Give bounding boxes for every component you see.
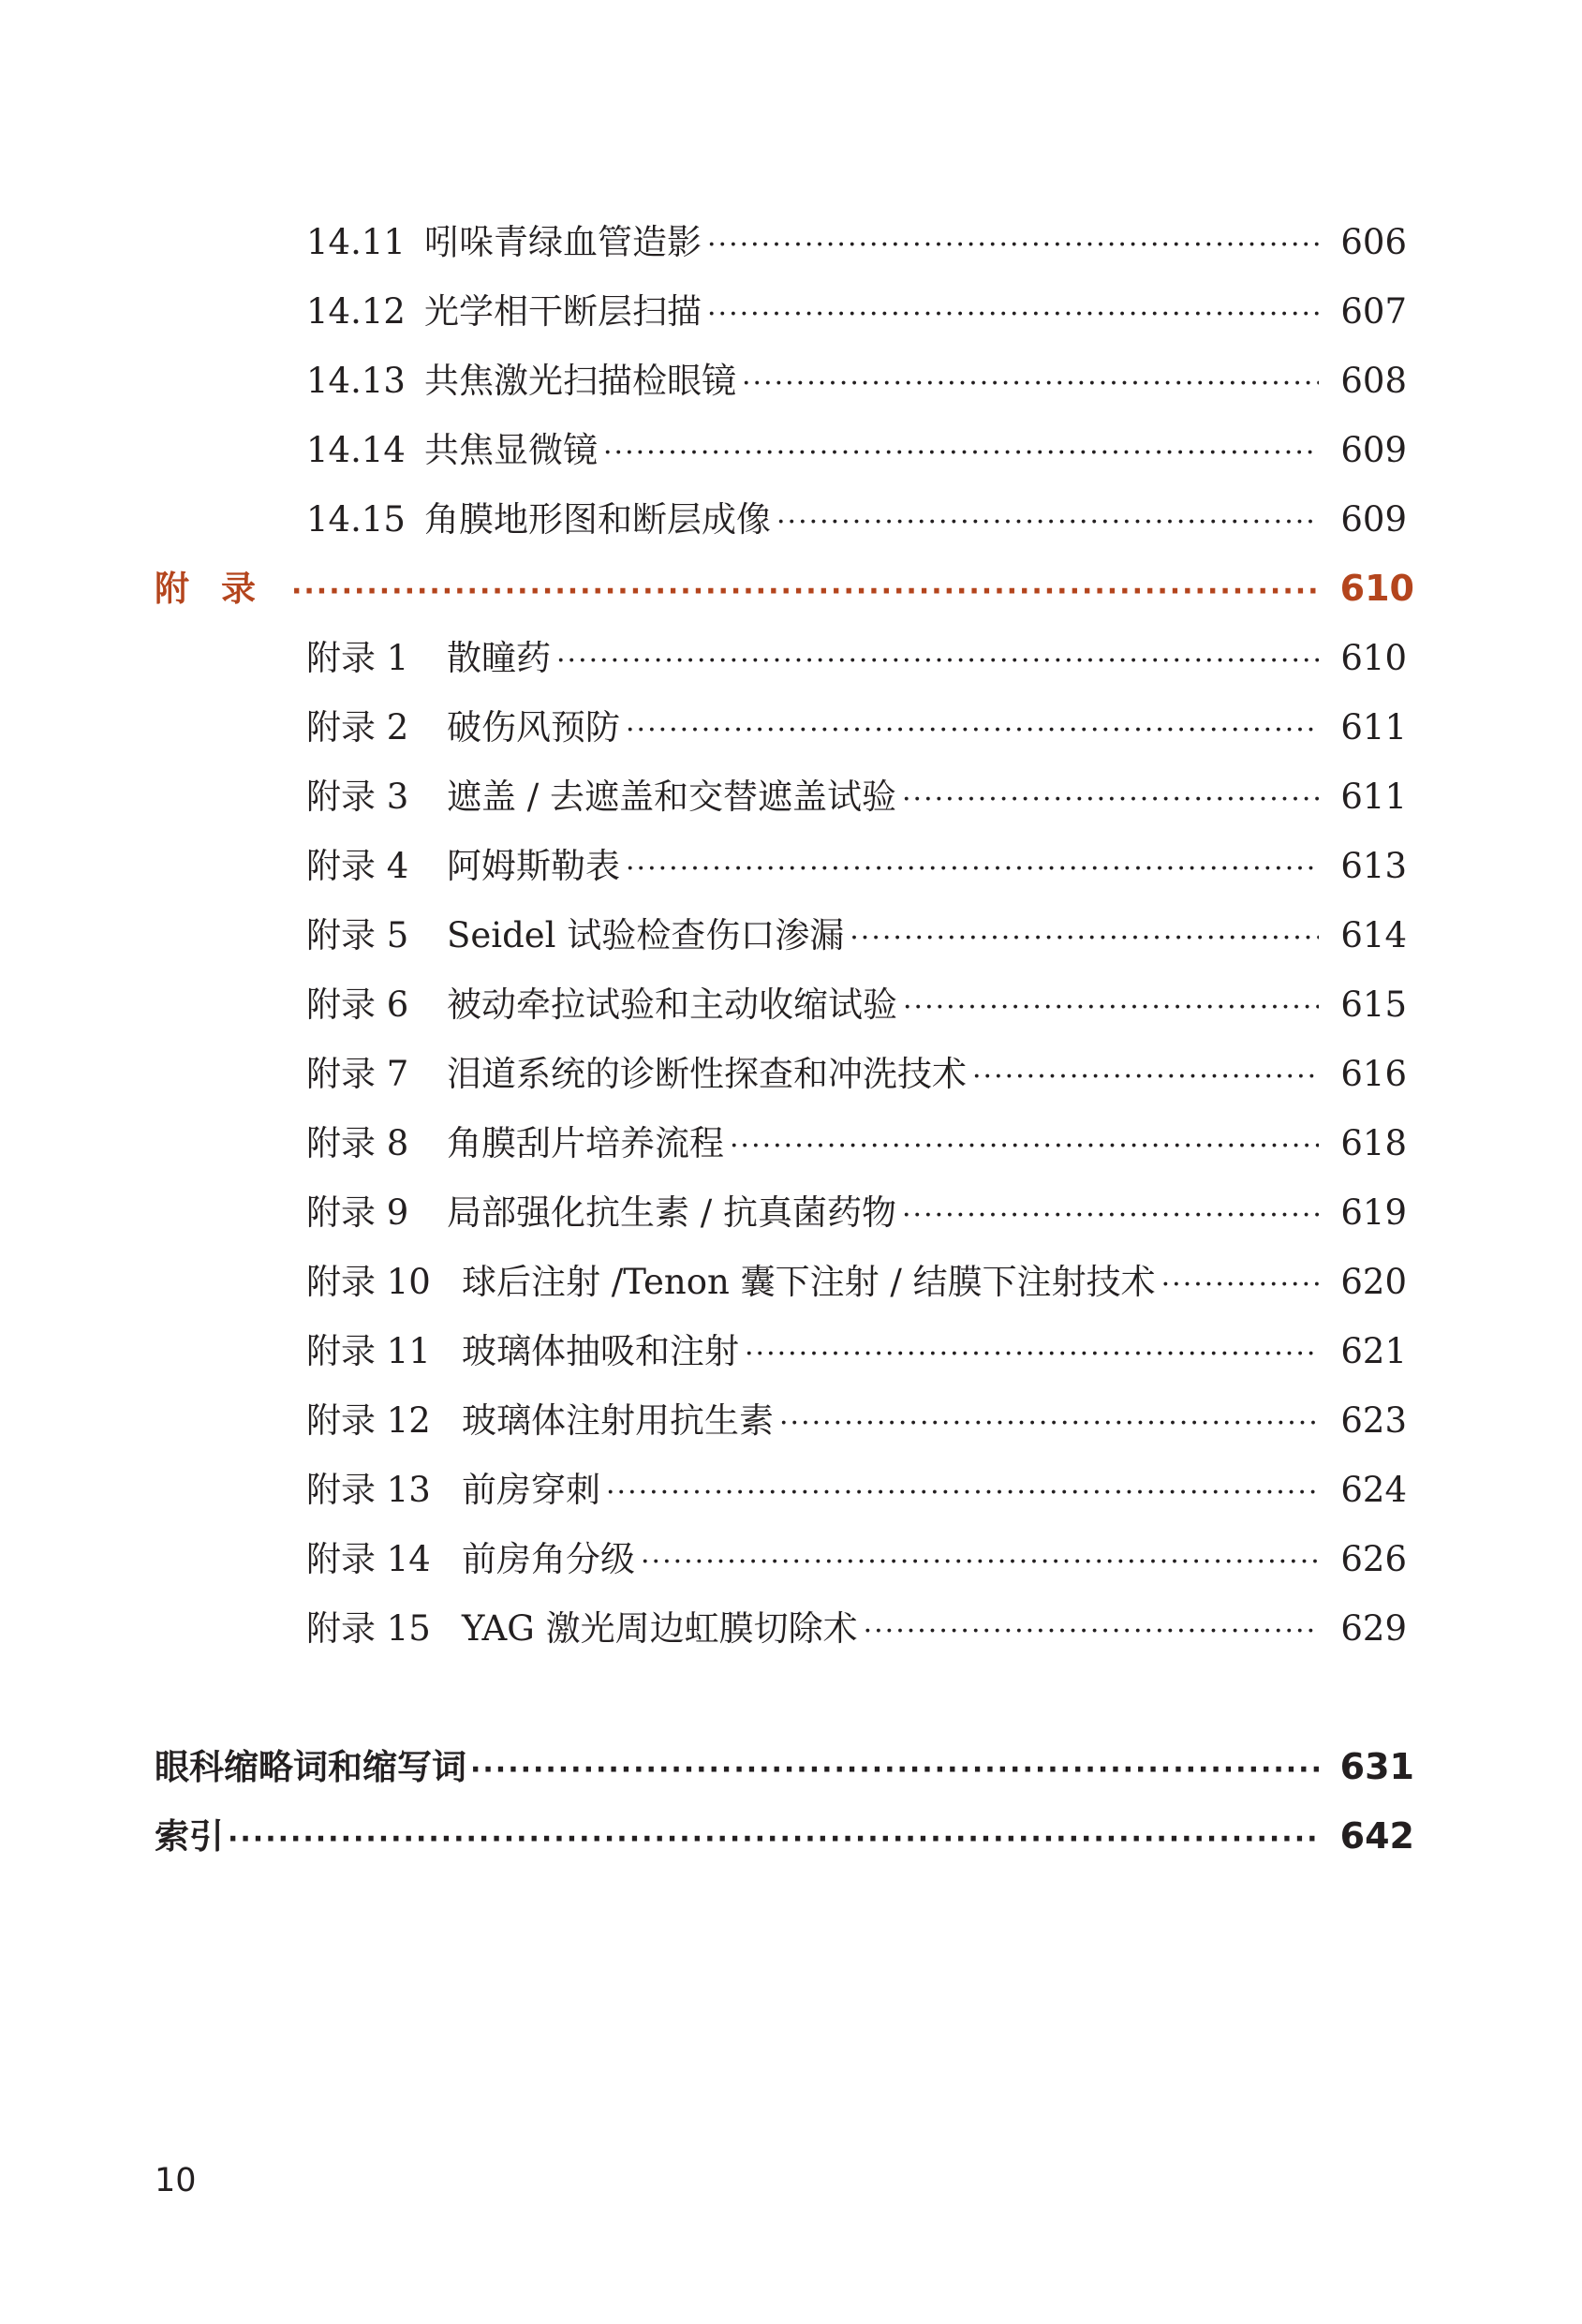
page-number: 10 [155,2162,197,2199]
appendix-entry[interactable] [306,976,1407,1034]
entry-number: 14.11 [306,222,406,262]
entry-number: 附录 6 [306,984,409,1025]
dot-leader [903,991,1319,1024]
dot-leader [776,506,1319,539]
dot-leader [902,1199,1319,1232]
appendix-entry[interactable] [306,1184,1407,1242]
entry-number: 附录 8 [306,1123,409,1163]
dot-leader [972,1060,1319,1093]
entry-page: 631 [1339,1746,1414,1787]
entry-number: 附录 15 [306,1608,431,1649]
appendix-heading-page: 610 [1339,568,1414,609]
appendix-entry[interactable] [306,629,1407,688]
entry-title: 玻璃体抽吸和注射 [462,1331,739,1371]
entry-page: 606 [1340,222,1407,262]
appendix-heading-title: 附录 [155,569,288,609]
entry-title: 球后注射 /Tenon 囊下注射 / 结膜下注射技术 [462,1262,1156,1302]
entry-page: 609 [1340,430,1407,470]
toc-entry[interactable] [306,283,1407,341]
entry-page: 642 [1339,1815,1414,1857]
entry-number: 附录 9 [306,1192,409,1233]
entry-page: 629 [1340,1608,1407,1649]
entry-title: 吲哚青绿血管造影 [424,222,702,262]
entry-page: 607 [1340,291,1407,332]
entry-page: 626 [1340,1539,1407,1579]
entry-title: 角膜刮片培养流程 [447,1123,724,1163]
entry-number: 14.12 [306,291,406,332]
dot-leader [864,1615,1319,1648]
appendix-entry[interactable] [306,1392,1407,1450]
appendix-entry[interactable] [306,907,1407,965]
entry-page: 610 [1340,638,1407,678]
entry-page: 621 [1340,1331,1407,1371]
entry-title: 角膜地形图和断层成像 [424,499,771,540]
entry-number: 附录 13 [306,1470,431,1510]
toc-entry[interactable] [306,214,1407,272]
dot-leader [470,1754,1319,1786]
entry-title: 泪道系统的诊断性探查和冲洗技术 [447,1054,967,1094]
entry-title: 遮盖 / 去遮盖和交替遮盖试验 [447,777,896,817]
appendix-entry[interactable] [306,768,1407,826]
entry-title: 被动牵拉试验和主动收缩试验 [447,984,897,1025]
appendix-entry[interactable] [306,1600,1407,1658]
dot-leader [850,922,1319,955]
appendix-entry[interactable] [306,699,1407,757]
back-matter-entry[interactable] [155,1808,1414,1866]
entry-number: 附录 3 [306,777,409,817]
entry-title: 前房穿刺 [462,1470,600,1510]
dot-leader [745,1338,1319,1370]
dot-leader [228,1823,1319,1856]
entry-number: 14.13 [306,361,406,401]
dot-leader [742,367,1319,400]
entry-number: 附录 12 [306,1400,431,1441]
appendix-entry[interactable] [306,1115,1407,1173]
entry-number: 附录 4 [306,846,409,886]
entry-page: 620 [1340,1262,1407,1302]
toc-entry[interactable] [306,352,1407,410]
entry-page: 611 [1340,777,1407,817]
appendix-entry[interactable] [306,1531,1407,1589]
dot-leader [1161,1268,1319,1301]
toc-entry[interactable] [306,491,1407,549]
appendix-entry[interactable] [306,1253,1407,1311]
entry-page: 619 [1340,1192,1407,1233]
entry-number: 附录 5 [306,915,409,955]
appendix-entry[interactable] [306,1323,1407,1381]
entry-title: Seidel 试验检查伤口渗漏 [447,915,845,955]
appendix-entry[interactable] [306,1461,1407,1519]
entry-page: 623 [1340,1400,1407,1441]
dot-leader [626,852,1319,885]
entry-number: 附录 7 [306,1054,409,1094]
entry-page: 608 [1340,361,1407,401]
entry-title: 前房角分级 [462,1539,635,1579]
entry-title: 破伤风预防 [447,707,620,748]
dot-leader [626,714,1319,747]
dot-leader [730,1130,1319,1162]
entry-number: 附录 14 [306,1539,431,1579]
entry-number: 附录 10 [306,1262,431,1302]
dot-leader [291,575,1319,608]
entry-number: 附录 11 [306,1331,431,1371]
appendix-entry[interactable] [306,837,1407,896]
entry-title: 局部强化抗生素 / 抗真菌药物 [447,1192,896,1233]
entry-title: 共焦显微镜 [424,430,598,470]
dot-leader [707,298,1319,331]
entry-page: 618 [1340,1123,1407,1163]
entry-page: 615 [1340,984,1407,1025]
entry-title: 玻璃体注射用抗生素 [462,1400,774,1441]
entry-title: 阿姆斯勒表 [447,846,620,886]
dot-leader [902,783,1319,816]
toc-entry[interactable] [306,422,1407,480]
entry-page: 624 [1340,1470,1407,1510]
entry-title: 眼科缩略词和缩写词 [155,1747,466,1787]
entry-title: 光学相干断层扫描 [424,291,702,332]
dot-leader [606,1476,1319,1509]
dot-leader [556,644,1319,677]
entry-page: 609 [1340,499,1407,540]
entry-page: 616 [1340,1054,1407,1094]
appendix-heading[interactable] [155,560,1414,618]
dot-leader [779,1407,1319,1440]
appendix-entry[interactable] [306,1045,1407,1103]
entry-page: 613 [1340,846,1407,886]
entry-title: YAG 激光周边虹膜切除术 [462,1608,858,1649]
back-matter-entry[interactable] [155,1739,1414,1797]
dot-leader [603,437,1319,469]
entry-number: 附录 2 [306,707,409,748]
entry-title: 索引 [155,1816,224,1857]
dot-leader [641,1546,1319,1578]
entry-page: 614 [1340,915,1407,955]
entry-number: 14.15 [306,499,406,540]
entry-number: 附录 1 [306,638,409,678]
entry-page: 611 [1340,707,1407,748]
entry-title: 散瞳药 [447,638,551,678]
entry-title: 共焦激光扫描检眼镜 [424,361,736,401]
entry-number: 14.14 [306,430,406,470]
dot-leader [707,229,1319,261]
